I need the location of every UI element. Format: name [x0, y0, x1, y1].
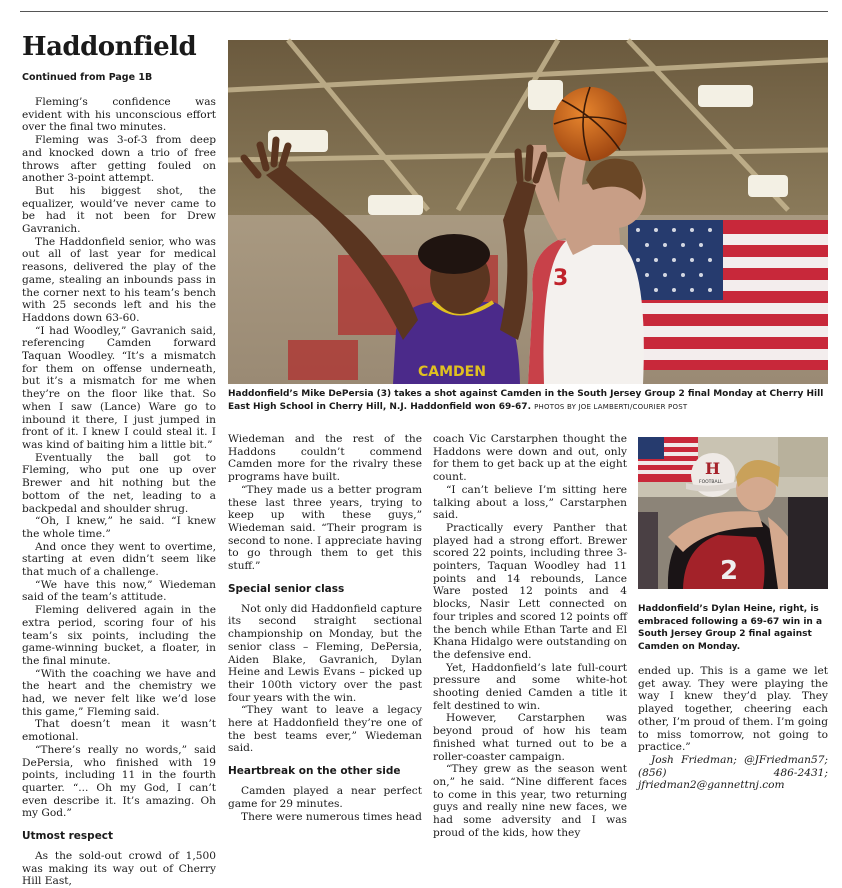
svg-text:FOOTBALL: FOOTBALL: [699, 480, 723, 485]
side-photo: [638, 437, 828, 589]
paragraph: “They grew as the season went on,” he said. “Nine different faces to come in this year, two returning guys and really nine new faces, we had some adversity and I was proud of the kids, how they: [433, 763, 627, 839]
paragraph: coach Vic Carstarphen thought the Haddons were down and out, only for them to get back up at the eight count.: [433, 433, 627, 484]
svg-text:H: H: [705, 459, 721, 478]
side-photo-caption: Haddonfield’s Dylan Heine, right, is embraced following a 69-67 win in a South Jersey Group 2 final against Camden on Monday.: [638, 604, 823, 652]
paragraph: As the sold-out crowd of 1,500 was making its way out of Cherry Hill East,: [22, 850, 216, 888]
paragraph: ended up. This is a game we let get away. They were playing the way I knew they’d play. They played together, cheering each other, I’m proud of them. I’m going to miss tomorrow, not going to practice.”: [638, 665, 828, 754]
paragraph: “They want to leave a legacy here at Haddonfield they’re one of the best teams ever,” Wiedeman said.: [228, 704, 422, 755]
main-photo: [228, 40, 828, 384]
paragraph: “We have this now,” Wiedeman said of the team’s attitude.: [22, 578, 216, 604]
paragraph: Camden played a near perfect game for 29 minutes.: [228, 785, 422, 810]
paragraph: However, Carstarphen was beyond proud of how his team finished what turned out to be a roller-coaster campaign.: [433, 712, 627, 763]
paragraph: Fleming’s confidence was evident with his unconscious effort over the final two minutes.: [22, 96, 216, 134]
paragraph: Wiedeman and the rest of the Haddons couldn’t commend Camden more for the rivalry these programs have built.: [228, 433, 422, 484]
article-column-2: [228, 433, 422, 823]
paragraph: Fleming delivered again in the extra period, scoring four of his team’s six points, including the game-winning bucket, a floater, in the final minute.: [22, 604, 216, 667]
author-signature: Josh Friedman; @JFriedman57; (856) 486-2431; jfriedman2@gannettnj.com: [638, 753, 828, 792]
jump-line: Continued from Page 1B: [22, 72, 153, 83]
paragraph: And once they went to overtime, starting at even didn’t seem like that much of a challenge.: [22, 540, 216, 579]
paragraph: Yet, Haddonfield’s late full-court pressure and some white-hot shooting denied Camden a title it felt destined to win.: [433, 661, 627, 712]
celebration-photo: [638, 437, 828, 589]
paragraph: Not only did Haddonfield capture its second straight sectional championship on Monday, but the senior class – Fleming, DePersia, Aiden Blake, Gavranich, Dylan Heine and Lewis Evans – picked up their 100th victory over the past four years with the win.: [228, 602, 422, 704]
paragraph: Eventually the ball got to Fleming, who put one up over Brewer and hit nothing but the bottom of the net, leading to a backpedal and shoulder shrug.: [22, 451, 216, 515]
paragraph: “I can’t believe I’m sitting here talking about a loss,” Carstarphen said.: [433, 483, 627, 522]
subhead-heartbreak: Heartbreak on the other side: [228, 765, 401, 778]
paragraph: “There’s really no words,” said DePersia, who finished with 19 points, including 11 in the fourth quarter. “... Oh my God, I can’t even describe it. It’s amazing. Oh my God.”: [22, 743, 216, 820]
article-column-1: [22, 96, 216, 888]
paragraph: “I had Woodley,” Gavranich said, referencing Camden forward Taquan Woodley. “It’s a mismatch for them on offense underneath, but it’s a mismatch for me when they’re on the floor like that. So when I saw (Lance) Ware go to inbound it there, I just jumped in front of it. I knew I could steal it. I was kind of baiting him a little bit.”: [22, 324, 216, 451]
svg-text:2: 2: [720, 556, 739, 586]
basketball-action-photo: [228, 40, 828, 384]
paragraph: That doesn’t mean it wasn’t emotional.: [22, 718, 216, 744]
subhead-special-senior-class: Special senior class: [228, 582, 345, 595]
svg-text:3: 3: [553, 266, 569, 291]
paragraph: There were numerous times head: [241, 810, 422, 823]
article-column-4: [638, 665, 828, 798]
main-photo-caption: Haddonfield’s Mike DePersia (3) takes a shot against Camden in the South Jersey Group 2 final Monday at Cherry Hill East High School in Cherry Hill, N.J. Haddonfield won 69-67. PHOTOS BY JOE LAMBERTI/COURIER POST: [228, 389, 824, 412]
article-column-3: [433, 433, 627, 839]
paragraph: But his biggest shot, the equalizer, would’ve never came to be had it not been for Drew Gavranich.: [22, 184, 216, 236]
paragraph: “With the coaching we have and the heart and the chemistry we had, we never felt like we’d lose this game,” Fleming said.: [22, 667, 216, 718]
svg-text:CAMDEN: CAMDEN: [418, 364, 486, 380]
page-headline: Haddonfield: [22, 32, 197, 62]
paragraph: Fleming was 3-of-3 from deep and knocked down a trio of free throws after getting fouled on another 3-point attempt.: [22, 134, 216, 185]
subhead-utmost-respect: Utmost respect: [22, 830, 114, 843]
paragraph: “Oh, I knew,” he said. “I knew the whole time.”: [22, 515, 216, 540]
paragraph: The Haddonfield senior, who was out all of last year for medical reasons, delivered the play of the game, stealing an inbounds pass in the corner next to his team’s bench with 25 seconds left and his the Haddons down 63-60.: [22, 235, 216, 324]
paragraph: “They made us a better program these last three years, trying to keep up with these guys,” Wiedeman said. “Their program is second to none. I appreciate having to go through them to get this stuff.”: [228, 483, 422, 573]
photo-credit: PHOTOS BY JOE LAMBERTI/COURIER POST: [534, 402, 688, 411]
top-rule: [20, 11, 828, 12]
paragraph: Practically every Panther that played had a strong effort. Brewer scored 22 points, including three 3-pointers, Taquan Woodley had 11 points and 14 rebounds, Lance Ware posted 12 points and 4 blocks, Nasir Lett connected on four triples and scored 12 points off the bench while Ethan Tarte and El Khana Hidalgo were outstanding on the defensive end.: [433, 521, 627, 661]
